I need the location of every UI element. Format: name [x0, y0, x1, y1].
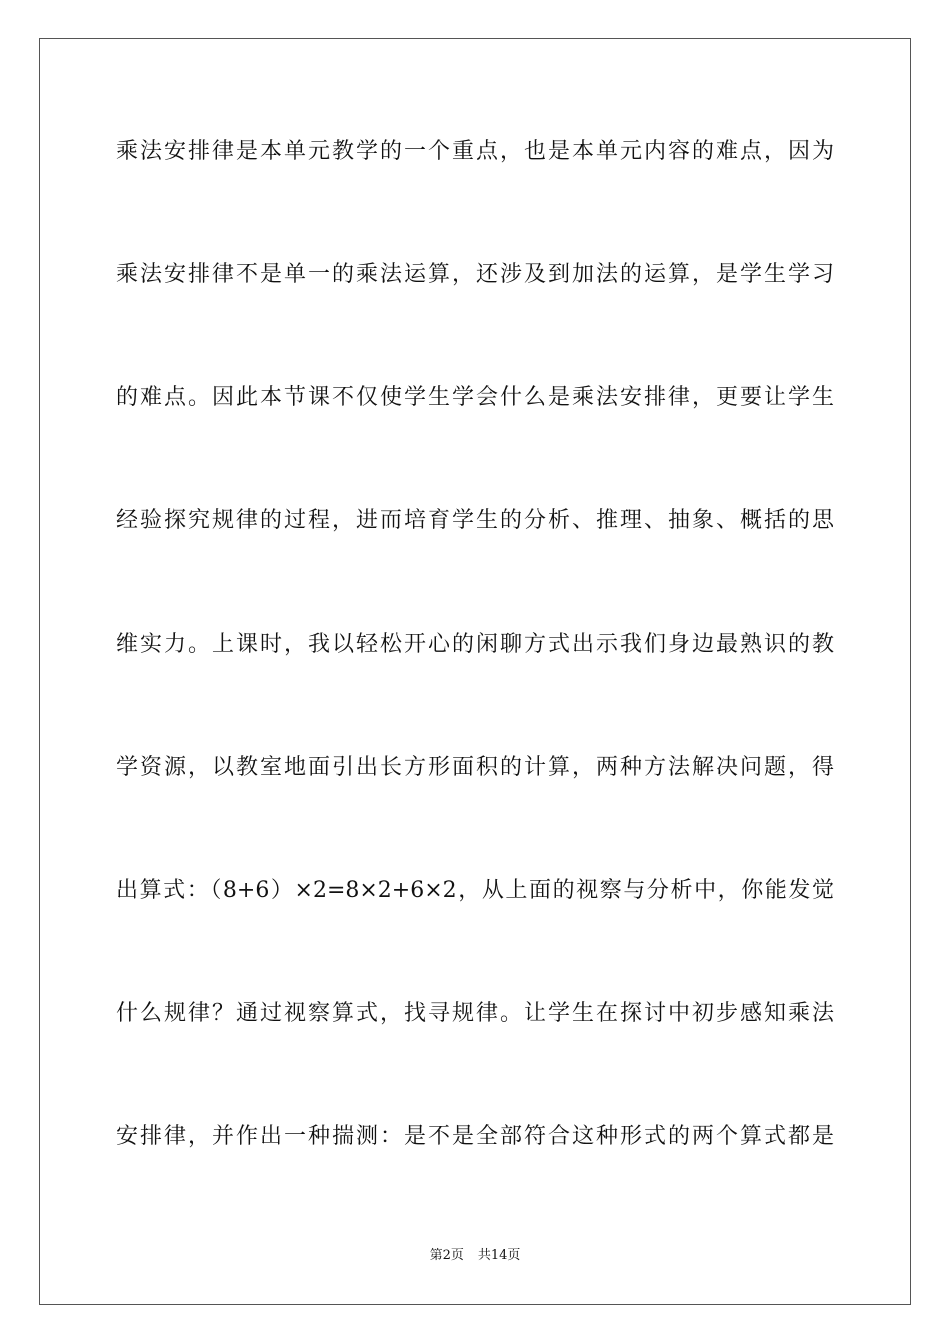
text-line-6: 学资源，以教室地面引出长方形面积的计算，两种方法解决问题，得 — [116, 755, 834, 780]
text-line-3: 的难点。因此本节课不仅使学生学会什么是乘法安排律，更要让学生 — [116, 385, 834, 410]
text-line-9: 安排律，并作出一种揣测：是不是全部符合这种形式的两个算式都是 — [116, 1124, 834, 1149]
text-line-5: 维实力。上课时，我以轻松开心的闲聊方式出示我们身边最熟识的教 — [116, 632, 834, 657]
page-footer — [0, 1246, 950, 1266]
page-total: 共14页 — [477, 1248, 521, 1263]
page-number: 第2页 — [429, 1248, 464, 1263]
text-line-1: 乘法安排律是本单元教学的一个重点，也是本单元内容的难点，因为 — [116, 139, 834, 164]
text-line-2: 乘法安排律不是单一的乘法运算，还涉及到加法的运算，是学生学习 — [116, 262, 834, 287]
text-line-7: 出算式：（8+6）×2=8×2+6×2，从上面的视察与分析中，你能发觉 — [116, 878, 834, 903]
page-border — [39, 38, 911, 1305]
text-line-8: 什么规律？通过视察算式，找寻规律。让学生在探讨中初步感知乘法 — [116, 1001, 834, 1026]
text-line-4: 经验探究规律的过程，进而培育学生的分析、推理、抽象、概括的思 — [116, 508, 834, 533]
